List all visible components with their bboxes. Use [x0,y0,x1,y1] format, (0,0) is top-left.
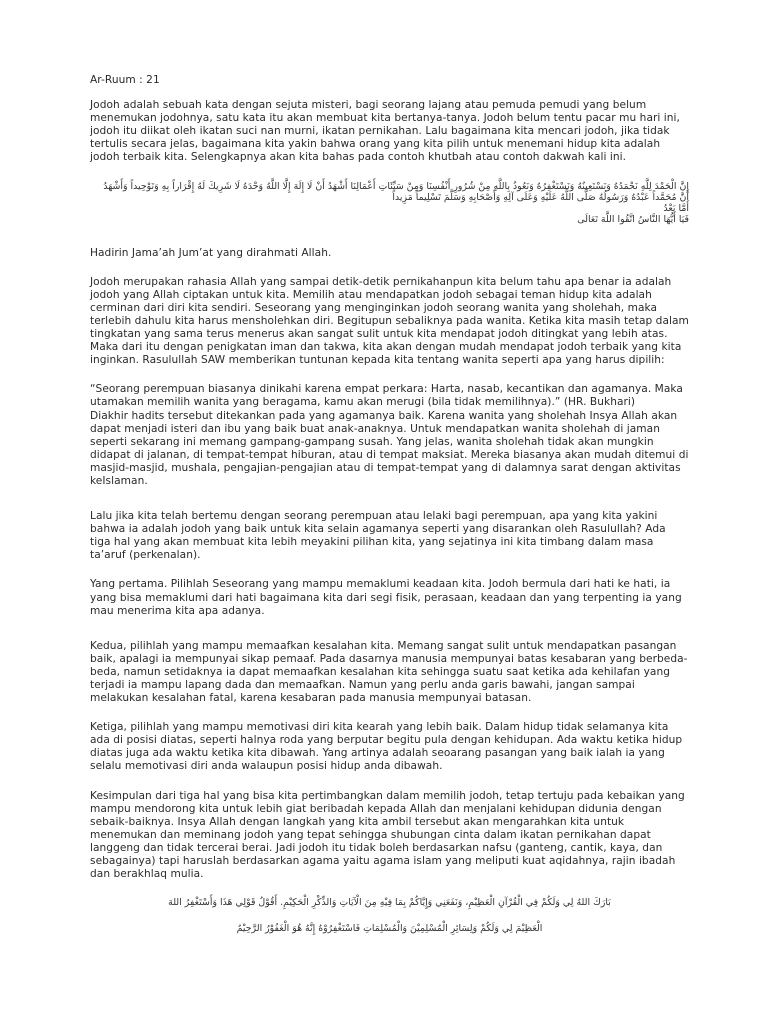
paragraph-1: Jodoh merupakan rahasia Allah yang sampai detik-detik pernikahanpun kita belum tahu apa benar ia adalah jodoh yang Allah ciptakan untuk kita. Memilih atau mendapatkan jodoh sebagai teman hidup kita adalah cerminan dari diri kita sendiri. Seseorang yang menginginkan jodoh seorang wanita yang sholehah, maka terlebih dahulu kita harus mensholehkan diri. Begitupun sebaliknya pada wanita. Ketika kita masih tetap dalam tingkatan yang sama terus menerus akan sangat sulit untuk kita mendapat jodoh ditingkat yang lebih atas. Maka dari itu dengan penigkatan iman dan takwa, kita akan dengan mudah mendapat jodoh terbaik yang kita inginkan. Rasulullah SAW memberikan tuntunan kepada kita tentang wanita seperti apa yang harus dipilih: [90,275,689,367]
arabic-opening-line-3: أَمَّا بَعْدُ [663,202,689,214]
paragraph-7: Kesimpulan dari tiga hal yang bisa kita pertimbangkan dalam memilih jodoh, tetap tertuju pada kebaikan yang mampu mendorong kita untuk lebih giat beribadah kepada Allah dan menjalani kehidupan didunia dengan sebaik-baiknya. Insya Allah dengan langkah yang kita ambil tersebut akan mengarahkan kita untuk menemukan dan meminang jodoh yang tepat sehingga shubungan cinta dalam ikatan pernikahan dapat langgeng dan tidak tercerai berai. Jadi jodoh itu tidak boleh berdasarkan nafsu (ganteng, cantik, kaya, dan sebagainya) tapi haruslah berdasarkan agama yaitu agama islam yang meliputi kuat aqidahnya, rajin ibadah dan berakhlaq mulia. [90,789,685,881]
greeting: Hadirin Jama’ah Jum’at yang dirahmati Allah. [90,246,332,259]
arabic-opening-line-1: إِنَّ الْحَمْدَ لِلَّهِ نَحْمَدُهُ وَنَسْتَعِينُهُ وَنَسْتَغْفِرُهُ وَنَعُوذُ بِاللَّهِ مِنْ شُرُورِ أَنْفُسِنَا وَمِنْ سَيِّئَاتِ أَعْمَالِنَا أَشْهَدُ أَنْ لَا إِلَهَ إِلَّا اللَّهُ وَحْدَهُ لَا شَرِيكَ لَهُ إِقْرَاراً بِهِ وَتَوْحِيداً وَأَشْهَدُ [103,180,689,192]
arabic-closing-line-1: بَارَكَ اللهُ لِي وَلَكُمْ فِي الْقُرْآنِ الْعَظِيْمِ، وَنَفَعَنِي وَإِيَّاكُمْ بِمَا فِيْهِ مِنَ الْآيَاتِ وَالذِّكْرِ الْحَكِيْمِ. أَقُوْلُ قَوْلِي هَذَا وَأَسْتَغْفِرُ اللهَ [168,897,611,909]
paragraph-6: Ketiga, pilihlah yang mampu memotivasi diri kita kearah yang lebih baik. Dalam hidup tidak selamanya kita ada di posisi diatas, seperti halnya roda yang berputar begitu pula dengan kehidupan. Ada waktu ketika hidup diatas juga ada waktu ketika kita dibawah. Yang artinya adalah seoarang pasangan yang baik ialah ia yang selalu memotivasi diri anda walaupun posisi hidup anda dibawah. [90,721,683,773]
hadith-quote: “Seorang perempuan biasanya dinikahi karena empat perkara: Harta, nasab, kecantikan dan agamanya. Maka utamakan memilih wanita yang beragama, kamu akan merugi (bila tidak memilihnya).” (HR. Bukhari) [90,383,683,409]
arabic-closing-line-2: الْعَظِيْمَ لِي وَلَكُمْ وَلِسَائِرِ الْمُسْلِمِيْنَ وَالْمُسْلِمَاتِ فَاسْتَغْفِرُوْهُ إِنَّهُ هُوَ الْغَفُوْرُ الرَّحِيْمُ [236,923,543,935]
arabic-opening [90,181,689,225]
arabic-opening-line-2: أَنَّ مُحَمَّداً عَبْدُهُ وَرَسُولُهُ صَلَّى اللَّهُ عَلَيْهِ وَعَلَى آلِهِ وَأَصْحَابِهِ وَسَلَّمَ تَسْلِيماً مَزِيداً [392,191,689,203]
document-title: Ar-Ruum : 21 [90,74,160,86]
paragraph-2: Diakhir hadits tersebut ditekankan pada yang agamanya baik. Karena wanita yang sholehah Insya Allah akan dapat menjadi isteri dan ibu yang baik buat anak-anaknya. Untuk mendapatkan wanita sholehah di jaman seperti sekarang ini memang gampang-gampang susah. Yang jelas, wanita sholehah tidak akan mungkin didapat di jalanan, di tempat-tempat hiburan, atau di tempat maksiat. Mereka biasanya akan mudah ditemui di masjid-masjid, mushala, pengajian-pengajian atau di tempat-tempat yang di dalamnya sarat dengan aktivitas keIslaman. [90,409,689,487]
arabic-opening-line-4: فَيَا أَيُّهَا النَّاسُ اتَّقُوا اللَّهَ تَعَالَى [577,213,689,225]
intro-paragraph: Jodoh adalah sebuah kata dengan sejuta misteri, bagi seorang lajang atau pemuda pemudi yang belum menemukan jodohnya, satu kata itu akan membuat kita bertanya-tanya. Jodoh belum tentu pacar mu hari ini, jodoh itu diikat oleh ikatan suci nan murni, ikatan pernikahan. Lalu bagaimana kita mencari jodoh, jika tidak tertulis secara jelas, bagaimana kita yakin bahwa orang yang kita pilih untuk menemani hidup kita adalah jodoh terbaik kita. Selengkapnya akan kita bahas pada contoh khutbah atau contoh dakwah kali ini. [90,99,680,164]
paragraph-5: Kedua, pilihlah yang mampu memaafkan kesalahan kita. Memang sangat sulit untuk mendapatkan pasangan baik, apalagi ia mempunyai sikap pemaaf. Pada dasarnya manusia mempunyai batas kesabaran yang berbeda-beda, namun setidaknya ia dapat memaafkan kesalahan kita sehingga suatu saat ketika ada kehilafan yang terjadi ia mampu lapang dada dan memaafkan. Namun yang perlu anda garis bawahi, jangan sampai melakukan kesalahan fatal, karena kesabaran pada manusia mempunyai batasan. [90,639,688,705]
paragraph-4: Yang pertama. Pilihlah Seseorang yang mampu memaklumi keadaan kita. Jodoh bermula dari hati ke hati, ia yang bisa memaklumi dari hati bagaimana kita dari segi fisik, perasaan, keadaan dan yang terpenting ia yang mau menerima kita apa adanya. [90,578,682,617]
paragraph-3: Lalu jika kita telah bertemu dengan seorang perempuan atau lelaki bagi perempuan, apa yang kita yakini bahwa ia adalah jodoh yang baik untuk kita selain agamanya seperti yang disarankan oleh Rasulullah? Ada tiga hal yang akan membuat kita lebih meyakini pilihan kita, yang sejatinya ini kita timbang dalam masa ta’aruf (perkenalan). [90,510,666,562]
